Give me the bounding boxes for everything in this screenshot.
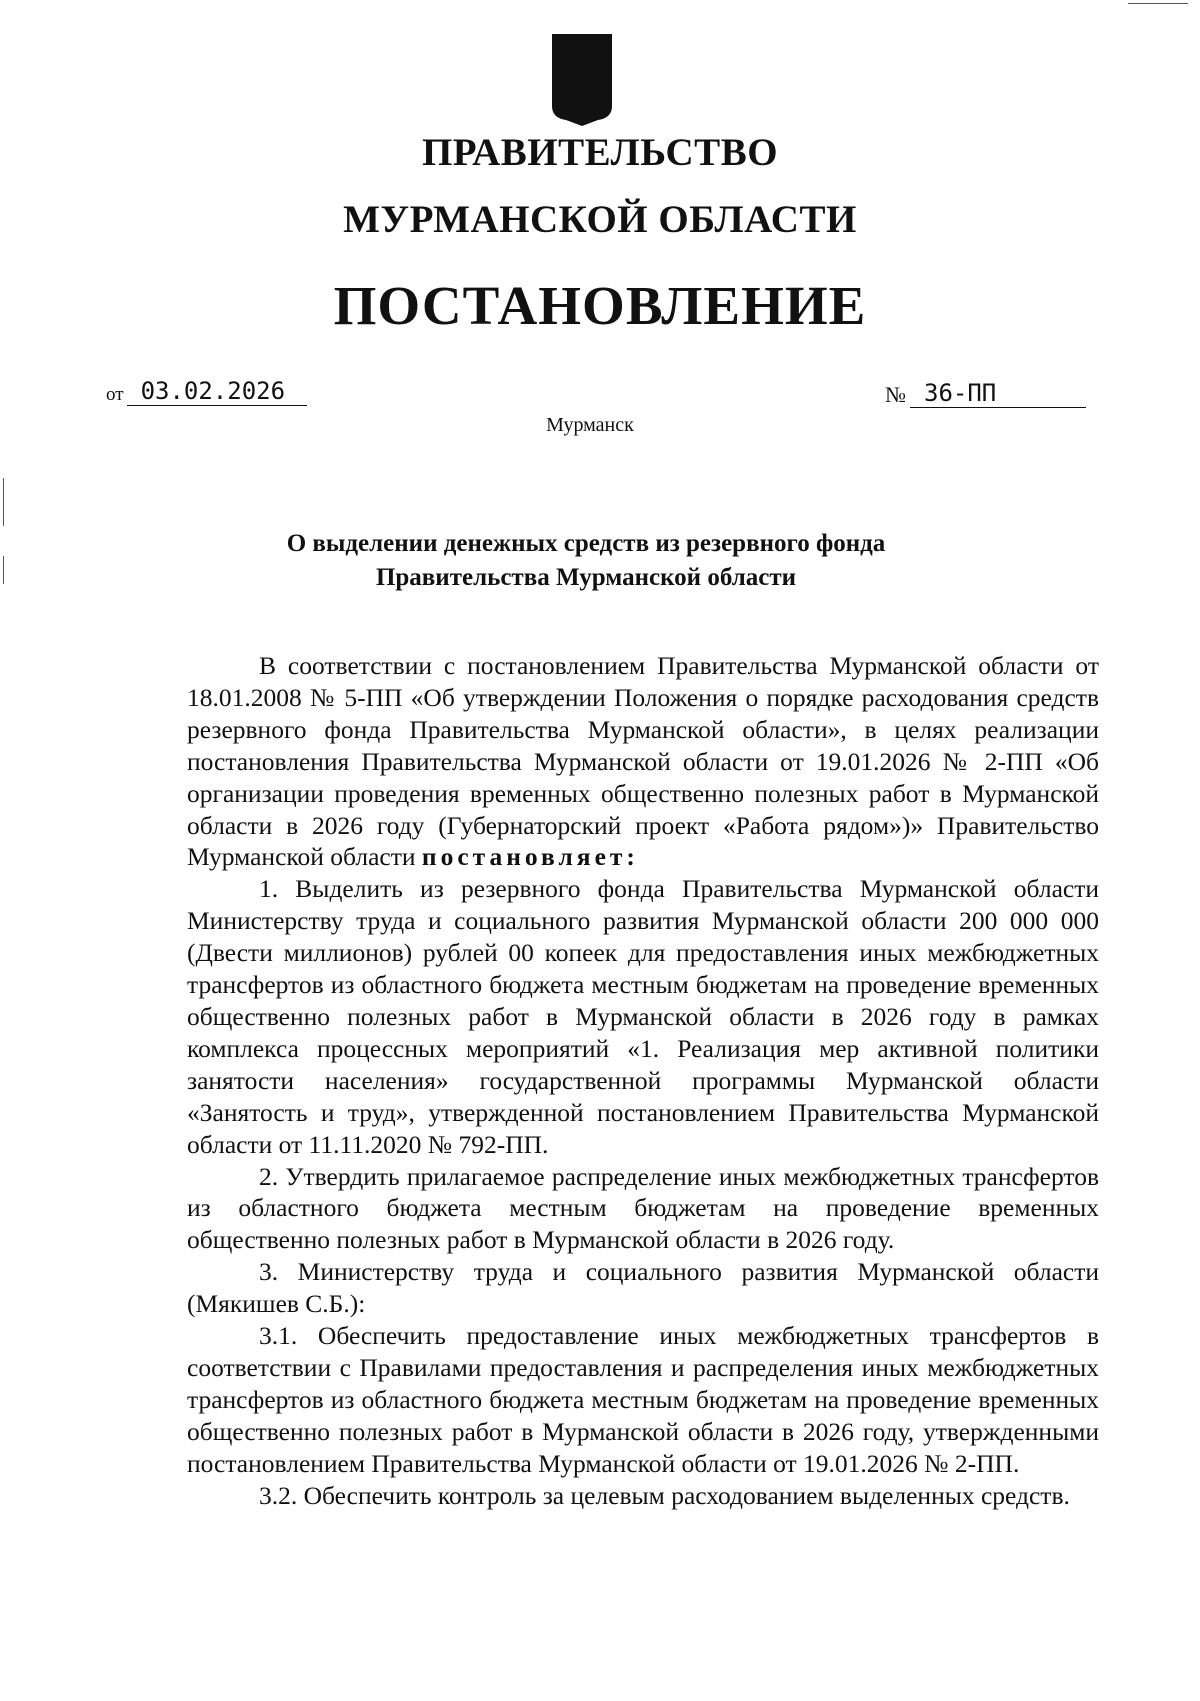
city: Мурманск xyxy=(546,414,634,436)
paragraph-2: 2. Утвердить прилагаемое распределение иных межбюджетных трансфертов из областного бюджета местным бюджетам на проведение временных общественно полезных работ в Мурманской области в 2026 году. xyxy=(187,1161,1099,1255)
preamble-text: В соответствии с постановлением Правительства Мурманской области от 18.01.2008 № 5-ПП «Об утверждении Положения о порядке расходования средств резервного фонда Правительства Мурманской области», в целях реализации постановления Правительства Мурманской области от 19.01.2026 № 2-ПП «Об организации проведения временных общественно полезных работ в Мурманской области в 2026 году (Губернаторский проект «Работа рядом»)» Правительство Мурманской области xyxy=(187,651,1099,872)
government-title: ПРАВИТЕЛЬСТВО xyxy=(421,131,779,174)
preamble-paragraph xyxy=(187,650,1099,873)
paragraph-3: 3. Министерству труда и социального развития Мурманской области (Мякишев С.Б.): xyxy=(187,1257,1099,1319)
subject-line-1: О выделении денежных средств из резервного фонда xyxy=(286,530,886,557)
number-value: 36-ПП xyxy=(910,379,1086,408)
document-subject xyxy=(0,527,1172,595)
paragraph-3-1: 3.1. Обеспечить предоставление иных межбюджетных трансфертов в соответствии с Правилами предоставления и распределения иных межбюджетных трансфертов из областного бюджета местным бюджетам на проведение временных общественно полезных работ в Мурманской области в 2026 году, утвержденными постановлением Правительства Мурманской области от 19.01.2026 № 2-ПП. xyxy=(187,1321,1099,1478)
scan-edge-mark xyxy=(1128,3,1188,4)
coat-of-arms-icon xyxy=(552,34,612,126)
paragraph-3-2: 3.2. Обеспечить контроль за целевым расходованием выделенных средств. xyxy=(259,1480,1070,1510)
subject-line-2: Правительства Мурманской области xyxy=(375,564,797,591)
paragraph-1: 1. Выделить из резервного фонда Правительства Мурманской области Министерству труда и социального развития Мурманской области 200 000 000 (Двести миллионов) рублей 00 копеек для предоставления иных межбюджетных трансфертов из областного бюджета местным бюджетам на проведение временных общественно полезных работ в Мурманской области в 2026 году в рамках комплекса процессных мероприятий «1. Реализация мер активной политики занятости населения» государственной программы Мурманской области «Занятость и труд», утвержденной постановлением Правительства Мурманской области от 11.11.2020 № 792-ПП. xyxy=(187,874,1099,1159)
date-field xyxy=(106,377,307,406)
document-body xyxy=(187,650,1099,1511)
decree-word: постановляет: xyxy=(421,842,639,872)
number-prefix: № xyxy=(885,382,906,407)
number-field xyxy=(885,379,1086,408)
scan-edge-mark xyxy=(3,478,4,526)
document-type: ПОСТАНОВЛЕНИЕ xyxy=(333,275,867,336)
scan-edge-mark xyxy=(3,556,4,584)
date-value: 03.02.2026 xyxy=(127,377,307,406)
region-title: МУРМАНСКОЙ ОБЛАСТИ xyxy=(343,198,857,241)
date-prefix: от xyxy=(106,384,124,405)
